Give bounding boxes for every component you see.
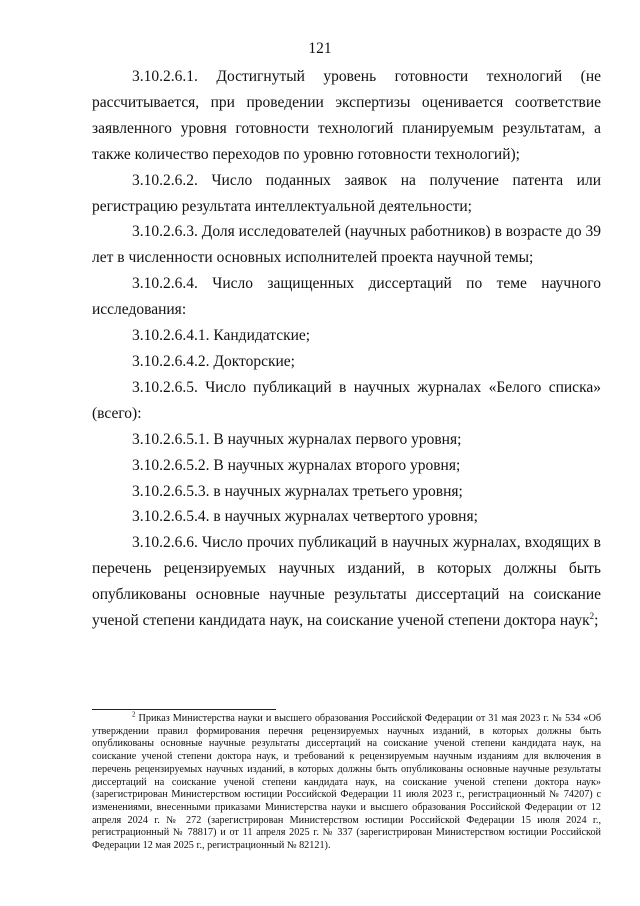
paragraph-3-10-2-6-5-1: 3.10.2.6.5.1. В научных журналах первого уровня; [132, 430, 462, 448]
footnote-marker: 2 [132, 710, 136, 719]
paragraph-3-10-2-6-6-tail: ; [594, 612, 599, 630]
paragraph-3-10-2-6-6 [92, 530, 601, 634]
paragraph-3-10-2-6-1: 3.10.2.6.1. Достигнутый уровень готовности технологий (не рассчитывается, при проведении экспертизы оценивается соответствие заявленного уровня готовности технологий планируемым результатам, а также количество переходов по уровню готовности технологий); [92, 68, 601, 163]
paragraph-3-10-2-6-5-4: 3.10.2.6.5.4. в научных журналах четвертого уровня; [132, 508, 478, 526]
document-body [92, 64, 601, 634]
paragraph-3-10-2-6-6-text: 3.10.2.6.6. Число прочих публикаций в научных журналах, входящих в перечень рецензируемых научных изданий, в которых должны быть опубликованы основные научные результаты диссертаций на соискание ученой степени кандидата наук, на соискание ученой степени доктора наук [92, 534, 601, 630]
paragraph-3-10-2-6-5-2: 3.10.2.6.5.2. В научных журналах второго уровня; [132, 456, 461, 474]
paragraph-3-10-2-6-4-2: 3.10.2.6.4.2. Докторские; [132, 352, 295, 370]
footnote-text: Приказ Министерства науки и высшего образования Российской Федерации от 31 мая 2023 г. № 534 «Об утверждении правил формирования перечня рецензируемых научных изданий, в которых должны быть опубликованы основные научные результаты диссертаций на соискание ученой степени кандидата наук, на соискание ученой степени доктора наук, и требований к рецензируемым научным изданиям для включения в перечень рецензируемых научных изданий, в которых должны быть опубликованы основные научные результаты диссертаций на соискание ученой степени кандидата наук, на соискание ученой степени доктора наук» (зарегистрирован Министерством юстиции Российской Федерации 11 июля 2023 г., регистрационный № 74207) с изменениями, внесенными приказами Министерства науки и высшего образования Российской Федерации от 12 апреля 2024 г. № 272 (зарегистрирован Министерством юстиции Российской Федерации 15 июля 2024 г., регистрационный № 78817) и от 11 апреля 2025 г. № 337 (зарегистрирован Министерством юстиции Российской Федерации 12 мая 2025 г., регистрационный № 82121). [92, 713, 601, 852]
paragraph-3-10-2-6-5-3: 3.10.2.6.5.3. в научных журналах третьего уровня; [132, 482, 463, 500]
paragraph-3-10-2-6-4-1: 3.10.2.6.4.1. Кандидатские; [132, 327, 311, 345]
paragraph-3-10-2-6-2: 3.10.2.6.2. Число поданных заявок на получение патента или регистрацию результата интеллектуальной деятельности; [92, 171, 601, 215]
footnote-divider [92, 709, 276, 710]
page-number: 121 [308, 40, 332, 57]
paragraph-3-10-2-6-4: 3.10.2.6.4. Число защищенных диссертаций по теме научного исследования: [92, 275, 601, 319]
footnote-reference[interactable]: 2 [589, 610, 595, 621]
paragraph-3-10-2-6-5: 3.10.2.6.5. Число публикаций в научных журналах «Белого списка» (всего): [92, 378, 601, 422]
paragraph-3-10-2-6-3: 3.10.2.6.3. Доля исследователей (научных работников) в возрасте до 39 лет в численности основных исполнителей проекта научной темы; [92, 223, 601, 267]
footnote [92, 710, 601, 853]
